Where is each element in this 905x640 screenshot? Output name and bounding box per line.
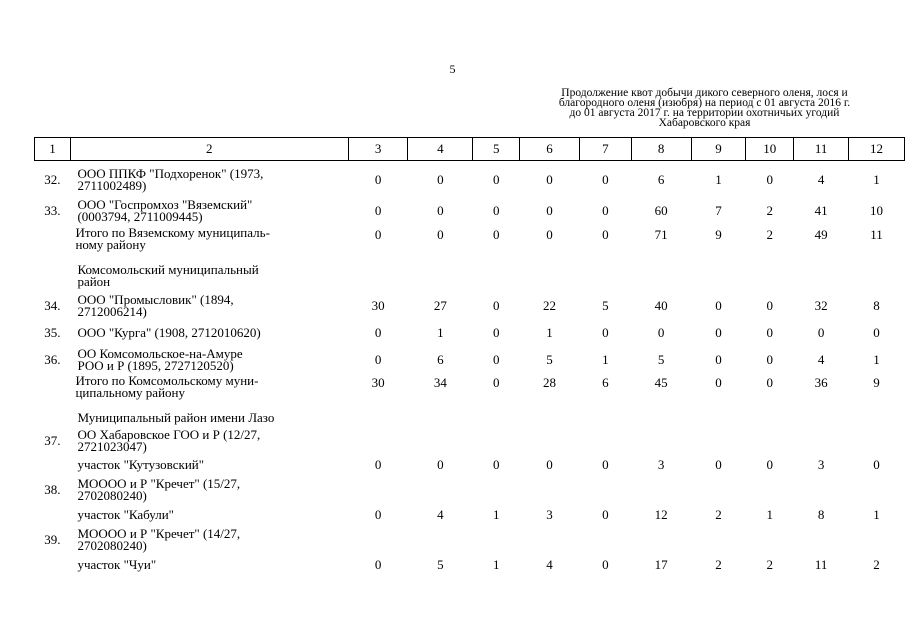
- row-name-line: РОО и Р (1895, 2727120520): [77, 358, 234, 373]
- cell-col-6: 28: [543, 375, 557, 390]
- cell-col-5: [473, 525, 520, 555]
- table-row: [35, 375, 905, 409]
- cell-col-12: [849, 409, 905, 427]
- row-name: [70, 227, 348, 261]
- cell-col-7: 0: [602, 172, 609, 187]
- cell-col-10: [746, 525, 794, 555]
- cell-col-12: 1: [873, 172, 880, 187]
- cell-col-4: 6: [437, 352, 444, 367]
- table-row: [35, 195, 905, 227]
- row-number: 36.: [44, 352, 61, 367]
- row-name: [70, 455, 348, 475]
- cell-col-8: [631, 261, 691, 291]
- cell-col-4: 0: [437, 227, 444, 242]
- cell-col-4: 1: [437, 325, 444, 340]
- cell-col-9: [691, 525, 746, 555]
- cell-col-3: [348, 409, 408, 427]
- row-number: [35, 375, 71, 409]
- cell-col-3: [348, 261, 408, 291]
- cell-col-10: 0: [766, 172, 774, 187]
- cell-col-5: 1: [492, 557, 500, 572]
- cell-col-9: 2: [715, 507, 722, 522]
- cell-col-9: 0: [715, 375, 722, 390]
- cell-col-3: [348, 427, 408, 455]
- row-name: [70, 195, 348, 227]
- row-name-line: 2711002489): [77, 178, 147, 193]
- cell-col-4: [408, 475, 473, 505]
- cell-col-8: [631, 427, 691, 455]
- column-header-10: 10: [746, 138, 794, 161]
- cell-col-6: 5: [546, 352, 553, 367]
- cell-col-3: 0: [374, 557, 382, 572]
- cell-col-5: [473, 475, 520, 505]
- cell-col-4: 34: [433, 375, 447, 390]
- caption-line: Хабаровского края: [658, 117, 751, 129]
- cell-col-9: 2: [715, 557, 722, 572]
- cell-col-8: 71: [654, 227, 668, 242]
- cell-col-12: 8: [873, 298, 880, 313]
- row-name-line: 2702080240): [77, 488, 147, 503]
- cell-col-6: [520, 475, 580, 505]
- row-name-line: 2702080240): [77, 538, 147, 553]
- cell-col-6: [520, 427, 580, 455]
- cell-col-8: [631, 409, 691, 427]
- cell-col-6: 22: [543, 298, 557, 313]
- cell-col-8: 6: [657, 172, 665, 187]
- quota-table: [34, 137, 905, 575]
- cell-col-12: 0: [873, 457, 880, 472]
- cell-col-12: 9: [873, 375, 880, 390]
- row-name-line: (0003794, 2711009445): [77, 209, 203, 224]
- cell-col-12: [849, 475, 905, 505]
- table-row: [35, 291, 905, 321]
- cell-col-12: [849, 427, 905, 455]
- cell-col-10: 0: [766, 325, 774, 340]
- cell-col-10: 2: [766, 227, 774, 242]
- cell-col-5: 0: [492, 298, 500, 313]
- table-row: [35, 505, 905, 525]
- cell-col-4: 5: [437, 557, 444, 572]
- cell-col-8: 17: [654, 557, 668, 572]
- table-row: [35, 455, 905, 475]
- cell-col-5: 0: [492, 375, 500, 390]
- cell-col-9: 0: [715, 457, 722, 472]
- cell-col-12: [849, 261, 905, 291]
- cell-col-4: [408, 409, 473, 427]
- cell-col-9: 1: [715, 172, 722, 187]
- row-name: [70, 345, 348, 375]
- row-name-line: Итого по Вяземскому муниципаль-: [75, 225, 270, 240]
- cell-col-7: 0: [602, 457, 609, 472]
- cell-col-8: [631, 475, 691, 505]
- row-name-line: Комсомольский муниципальный: [77, 262, 259, 277]
- cell-col-7: 6: [602, 375, 609, 390]
- cell-col-6: 3: [546, 507, 553, 522]
- row-number: [35, 261, 71, 291]
- cell-col-6: [520, 409, 580, 427]
- caption-line: до 01 августа 2017 г. на территории охотничьих угодий: [569, 107, 840, 119]
- cell-col-7: [579, 475, 631, 505]
- row-number: [35, 455, 71, 475]
- row-name: [70, 261, 348, 291]
- cell-col-8: 60: [654, 203, 668, 218]
- cell-col-5: [473, 261, 520, 291]
- cell-col-10: [746, 475, 794, 505]
- row-name-line: участок "Кабули": [77, 507, 174, 522]
- cell-col-8: [631, 525, 691, 555]
- row-name-line: Муниципальный район имени Лазо: [77, 410, 275, 425]
- cell-col-12: [849, 525, 905, 555]
- cell-col-9: 7: [715, 203, 722, 218]
- column-header-1: 1: [35, 138, 71, 161]
- cell-col-11: [794, 261, 849, 291]
- cell-col-3: 0: [374, 325, 382, 340]
- cell-col-5: 0: [492, 203, 500, 218]
- cell-col-6: 4: [546, 557, 553, 572]
- cell-col-3: [348, 525, 408, 555]
- row-name: [70, 525, 348, 555]
- row-name-line: ООО "Госпромхоз "Вяземский": [77, 197, 253, 212]
- cell-col-5: 0: [492, 352, 500, 367]
- cell-col-3: [348, 475, 408, 505]
- cell-col-10: 0: [766, 375, 774, 390]
- table-row: [35, 475, 905, 505]
- cell-col-9: 0: [715, 298, 722, 313]
- row-number: 33.: [44, 203, 61, 218]
- cell-col-4: [408, 427, 473, 455]
- cell-col-8: 0: [657, 325, 665, 340]
- row-name: [70, 505, 348, 525]
- row-name: [70, 555, 348, 575]
- cell-col-11: [794, 409, 849, 427]
- column-header-12: 12: [849, 138, 905, 161]
- cell-col-4: 0: [437, 203, 444, 218]
- cell-col-5: 0: [492, 172, 500, 187]
- caption-line: благородного оленя (изюбря) на период с 01 августа 2016 г.: [558, 97, 851, 109]
- row-number: 32.: [44, 172, 61, 187]
- row-name-line: МОООО и Р "Кречет" (15/27,: [77, 476, 241, 491]
- table-body: [35, 161, 905, 576]
- cell-col-3: 30: [371, 375, 385, 390]
- cell-col-7: 0: [602, 203, 609, 218]
- cell-col-12: 1: [873, 507, 880, 522]
- cell-col-12: 11: [870, 227, 883, 242]
- cell-col-7: [579, 525, 631, 555]
- cell-col-9: [691, 475, 746, 505]
- cell-col-10: 2: [766, 557, 774, 572]
- row-name-line: ному району: [75, 237, 146, 252]
- row-name: [70, 291, 348, 321]
- cell-col-3: 0: [374, 203, 382, 218]
- cell-col-7: 1: [602, 352, 609, 367]
- cell-col-9: [691, 427, 746, 455]
- row-name-line: 2721023047): [77, 439, 147, 454]
- cell-col-10: 0: [766, 298, 774, 313]
- cell-col-11: 4: [817, 172, 825, 187]
- column-header-11: 11: [794, 138, 849, 161]
- cell-col-3: 0: [374, 352, 382, 367]
- cell-col-10: [746, 261, 794, 291]
- cell-col-10: 0: [766, 352, 774, 367]
- row-name: [70, 427, 348, 455]
- cell-col-11: [794, 525, 849, 555]
- row-name: [70, 375, 348, 409]
- column-header-3: 3: [348, 138, 408, 161]
- cell-col-10: [746, 409, 794, 427]
- cell-col-5: 0: [492, 457, 500, 472]
- cell-col-4: 27: [433, 298, 447, 313]
- column-header-5: 5: [473, 138, 520, 161]
- row-number: 38.: [44, 482, 61, 497]
- row-number: 37.: [44, 433, 61, 448]
- table-row: [35, 227, 905, 261]
- cell-col-8: 5: [657, 352, 665, 367]
- cell-col-9: 0: [715, 325, 722, 340]
- cell-col-3: 30: [371, 298, 385, 313]
- cell-col-9: 0: [715, 352, 722, 367]
- row-name-line: ципальному району: [75, 385, 185, 400]
- column-header-8: 8: [631, 138, 691, 161]
- cell-col-5: [473, 409, 520, 427]
- cell-col-7: [579, 409, 631, 427]
- cell-col-12: 1: [873, 352, 880, 367]
- cell-col-3: 0: [374, 227, 382, 242]
- row-name: [70, 165, 348, 195]
- row-name-line: ООО "Курга" (1908, 2712010620): [77, 325, 261, 340]
- caption-line: Продолжение квот добычи дикого северного оленя, лося и: [561, 87, 848, 99]
- cell-col-5: [473, 427, 520, 455]
- row-number: 34.: [44, 298, 61, 313]
- cell-col-11: 8: [817, 507, 825, 522]
- row-number: 39.: [44, 532, 61, 547]
- row-name-line: участок "Чуи": [77, 557, 157, 572]
- column-header-7: 7: [579, 138, 631, 161]
- row-number: [35, 409, 71, 427]
- table-row: [35, 409, 905, 427]
- cell-col-7: [579, 261, 631, 291]
- cell-col-11: [794, 427, 849, 455]
- cell-col-4: 0: [437, 457, 444, 472]
- table-row: [35, 345, 905, 375]
- cell-col-11: 36: [814, 375, 828, 390]
- cell-col-10: 1: [766, 507, 774, 522]
- cell-col-4: [408, 525, 473, 555]
- cell-col-5: 0: [492, 227, 500, 242]
- cell-col-7: 5: [602, 298, 609, 313]
- row-number: [35, 555, 71, 575]
- cell-col-8: 45: [654, 375, 668, 390]
- cell-col-7: [579, 427, 631, 455]
- cell-col-4: [408, 261, 473, 291]
- row-name-line: ОО Хабаровское ГОО и Р (12/27,: [77, 427, 261, 442]
- cell-col-6: [520, 261, 580, 291]
- cell-col-11: 49: [814, 227, 828, 242]
- row-name-line: участок "Кутузовский": [77, 457, 205, 472]
- cell-col-12: 0: [873, 325, 880, 340]
- row-name-line: ООО "Промысловик" (1894,: [77, 292, 234, 307]
- row-name-line: МОООО и Р "Кречет" (14/27,: [77, 526, 241, 541]
- page-number: 5: [449, 62, 456, 76]
- table-row: [35, 321, 905, 345]
- cell-col-6: [520, 525, 580, 555]
- cell-col-3: 0: [374, 457, 382, 472]
- table-row: [35, 261, 905, 291]
- cell-col-11: 11: [814, 557, 828, 572]
- row-name: [70, 475, 348, 505]
- cell-col-8: 3: [657, 457, 665, 472]
- row-number: 35.: [44, 325, 61, 340]
- cell-col-6: 0: [546, 227, 553, 242]
- row-name-line: район: [77, 274, 111, 289]
- cell-col-6: 0: [546, 172, 553, 187]
- cell-col-7: 0: [602, 227, 609, 242]
- cell-col-6: 1: [546, 325, 553, 340]
- cell-col-8: 12: [654, 507, 668, 522]
- column-header-4: 4: [408, 138, 473, 161]
- cell-col-7: 0: [602, 557, 609, 572]
- cell-col-9: 9: [715, 227, 722, 242]
- cell-col-11: 32: [814, 298, 828, 313]
- row-name-line: ОО Комсомольское-на-Амуре: [77, 346, 243, 361]
- cell-col-10: 0: [766, 457, 774, 472]
- cell-col-6: 0: [546, 203, 553, 218]
- cell-col-5: 0: [492, 325, 500, 340]
- row-name: [70, 409, 348, 427]
- cell-col-9: [691, 409, 746, 427]
- cell-col-12: 2: [873, 557, 880, 572]
- cell-col-12: 10: [870, 203, 884, 218]
- table-row: [35, 525, 905, 555]
- table-row: [35, 427, 905, 455]
- row-name-line: 2712006214): [77, 304, 147, 319]
- row-name: [70, 321, 348, 345]
- cell-col-4: 4: [437, 507, 444, 522]
- row-name-line: ООО ППКФ "Подхоренок" (1973,: [77, 166, 264, 181]
- cell-col-7: 0: [602, 325, 609, 340]
- cell-col-5: 1: [492, 507, 500, 522]
- cell-col-4: 0: [437, 172, 444, 187]
- column-header-9: 9: [691, 138, 746, 161]
- cell-col-7: 0: [602, 507, 609, 522]
- cell-col-11: 0: [817, 325, 825, 340]
- table-row: [35, 555, 905, 575]
- row-name-line: Итого по Комсомольскому муни-: [75, 373, 259, 388]
- cell-col-11: 41: [814, 203, 828, 218]
- cell-col-11: 4: [817, 352, 825, 367]
- column-header-2: 2: [70, 138, 348, 161]
- cell-col-11: 3: [817, 457, 825, 472]
- cell-col-6: 0: [546, 457, 553, 472]
- table-row: [35, 165, 905, 195]
- cell-col-3: 0: [374, 172, 382, 187]
- cell-col-3: 0: [374, 507, 382, 522]
- row-number: [35, 505, 71, 525]
- column-header-6: 6: [520, 138, 580, 161]
- row-number: [35, 227, 71, 261]
- header-row: [35, 138, 905, 161]
- cell-col-9: [691, 261, 746, 291]
- cell-col-10: [746, 427, 794, 455]
- cell-col-10: 2: [766, 203, 774, 218]
- table-caption: [538, 88, 871, 128]
- cell-col-11: [794, 475, 849, 505]
- cell-col-8: 40: [654, 298, 668, 313]
